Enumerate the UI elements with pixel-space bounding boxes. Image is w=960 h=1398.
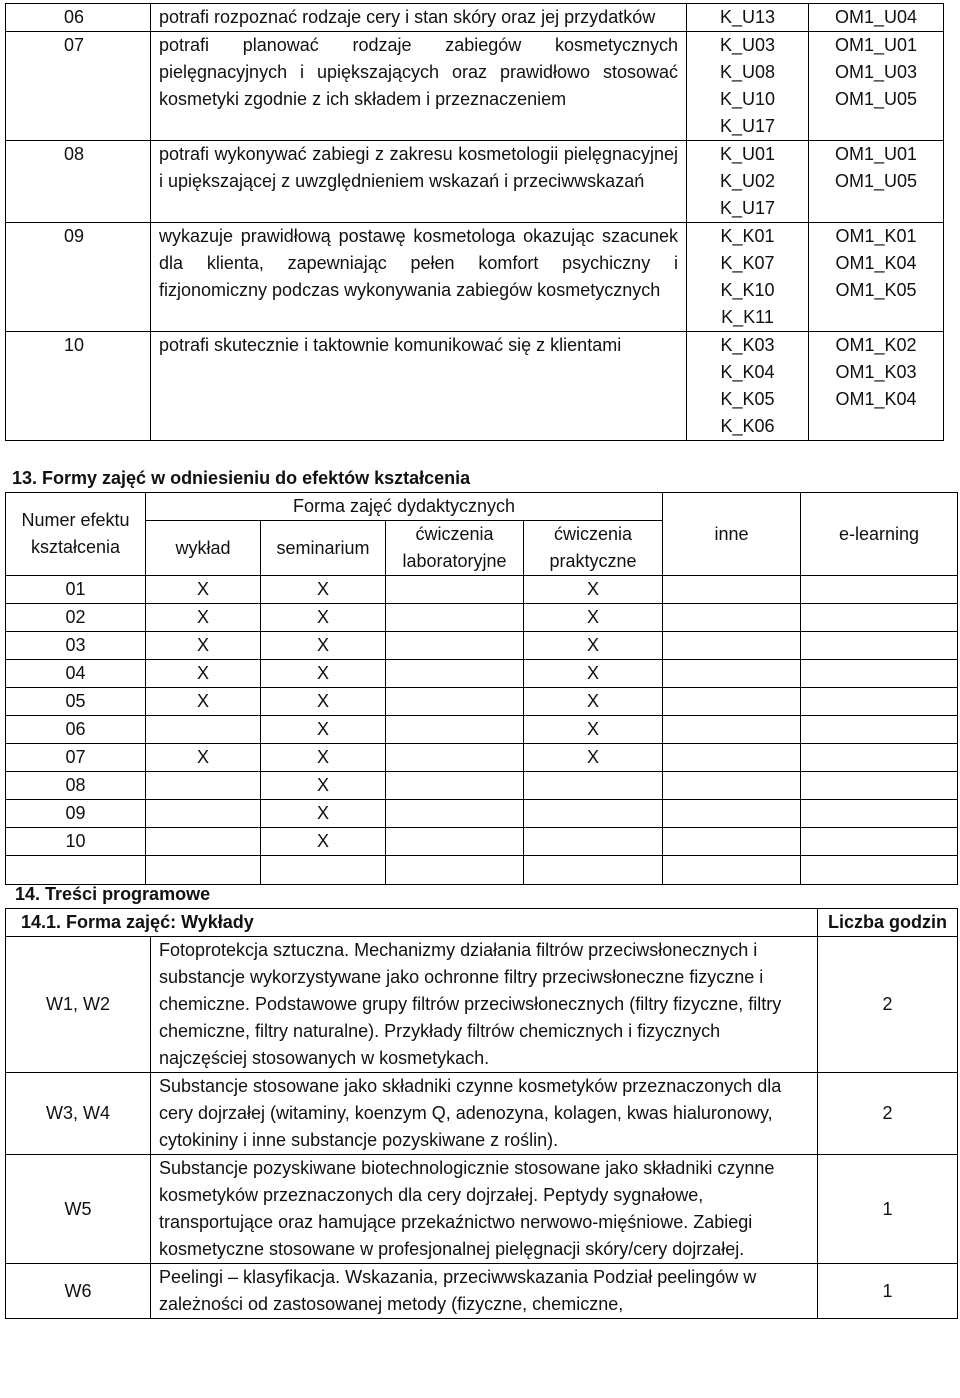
- blank-cell: [261, 856, 386, 885]
- mark-wyklad: X: [146, 688, 261, 716]
- outcome-k-codes: [687, 32, 809, 141]
- outcome-number: 03: [6, 632, 146, 660]
- mark-cw-lab: [386, 604, 524, 632]
- outcome-number: 04: [6, 660, 146, 688]
- mark-cw-lab: [386, 744, 524, 772]
- outcome-number: 10: [6, 332, 151, 441]
- lecture-topic: Peelingi – klasyfikacja. Wskazania, przeciwwskazania Podział peelingów w zależności od zastosowanej metody (fizyczne, chemiczne,: [151, 1264, 818, 1319]
- om-code: OM1_U01: [834, 144, 918, 164]
- om-code: OM1_U05: [834, 89, 918, 109]
- forms-of-classes-table: [5, 492, 958, 885]
- mark-e-learning: [801, 800, 958, 828]
- mark-inne: [663, 772, 801, 800]
- mark-cw-prakt: X: [524, 688, 663, 716]
- forms-row: [6, 716, 958, 744]
- mark-cw-lab: [386, 688, 524, 716]
- mark-e-learning: [801, 716, 958, 744]
- mark-wyklad: X: [146, 660, 261, 688]
- outcome-row: [6, 4, 944, 32]
- mark-inne: [663, 716, 801, 744]
- col-header-cw-prakt: ćwiczenia praktyczne: [524, 521, 663, 576]
- hours-header: Liczba godzin: [818, 909, 958, 937]
- k-code: K_K07: [720, 253, 775, 273]
- outcome-number: 02: [6, 604, 146, 632]
- mark-cw-prakt: [524, 828, 663, 856]
- outcome-number: 05: [6, 688, 146, 716]
- lecture-hours: 1: [818, 1264, 958, 1319]
- mark-seminarium: X: [261, 800, 386, 828]
- k-code: K_U10: [719, 89, 776, 109]
- mark-e-learning: [801, 604, 958, 632]
- mark-cw-prakt: X: [524, 660, 663, 688]
- blank-cell: [524, 856, 663, 885]
- lecture-code: W6: [6, 1264, 151, 1319]
- col-header-cw-lab: ćwiczenia laboratoryjne: [386, 521, 524, 576]
- mark-seminarium: X: [261, 828, 386, 856]
- k-code: K_U02: [719, 171, 776, 191]
- mark-wyklad: X: [146, 576, 261, 604]
- mark-inne: [663, 800, 801, 828]
- k-code: K_K10: [720, 280, 775, 300]
- mark-seminarium: X: [261, 632, 386, 660]
- k-code: K_U17: [719, 198, 776, 218]
- outcome-number: 08: [6, 772, 146, 800]
- mark-wyklad: X: [146, 744, 261, 772]
- outcome-k-codes: [687, 141, 809, 223]
- mark-inne: [663, 660, 801, 688]
- outcome-number: 08: [6, 141, 151, 223]
- lecture-code: W3, W4: [6, 1073, 151, 1155]
- col-header-seminarium: seminarium: [261, 521, 386, 576]
- blank-cell: [663, 856, 801, 885]
- mark-cw-prakt: [524, 800, 663, 828]
- mark-seminarium: X: [261, 576, 386, 604]
- k-code: K_K03: [720, 335, 775, 355]
- om-code: OM1_K05: [835, 280, 917, 300]
- col-header-inne: inne: [663, 493, 801, 576]
- lecture-row: [6, 937, 958, 1073]
- outcome-k-codes: [687, 332, 809, 441]
- mark-seminarium: X: [261, 744, 386, 772]
- mark-cw-prakt: X: [524, 716, 663, 744]
- mark-seminarium: X: [261, 716, 386, 744]
- om-code: OM1_K02: [835, 335, 917, 355]
- forms-row: [6, 688, 958, 716]
- col-forms-header: Forma zajęć dydaktycznych: [146, 493, 663, 521]
- mark-cw-prakt: X: [524, 604, 663, 632]
- om-code: OM1_K04: [835, 389, 917, 409]
- mark-wyklad: [146, 828, 261, 856]
- col-header-wyklad: wykład: [146, 521, 261, 576]
- outcome-description: potrafi planować rodzaje zabiegów kosmetycznych pielęgnacyjnych i upiększających oraz prawidłowo stosować kosmetyki zgodnie z ich składem i przeznaczeniem: [151, 32, 687, 141]
- mark-cw-prakt: [524, 772, 663, 800]
- mark-e-learning: [801, 828, 958, 856]
- mark-cw-prakt: X: [524, 632, 663, 660]
- om-code: OM1_U04: [834, 7, 918, 27]
- outcome-om-codes: [809, 141, 944, 223]
- outcome-number: 01: [6, 576, 146, 604]
- mark-cw-prakt: X: [524, 576, 663, 604]
- mark-cw-prakt: X: [524, 744, 663, 772]
- mark-seminarium: X: [261, 660, 386, 688]
- outcome-om-codes: [809, 332, 944, 441]
- lecture-row: [6, 1155, 958, 1264]
- blank-cell: [386, 856, 524, 885]
- k-code: K_U17: [719, 116, 776, 136]
- outcome-number: 07: [6, 32, 151, 141]
- outcome-number: 07: [6, 744, 146, 772]
- mark-e-learning: [801, 576, 958, 604]
- col-header-e-learning: e-learning: [801, 493, 958, 576]
- mark-inne: [663, 688, 801, 716]
- k-code: K_K06: [720, 416, 775, 436]
- mark-e-learning: [801, 772, 958, 800]
- forms-row: [6, 632, 958, 660]
- outcome-k-codes: [687, 4, 809, 32]
- outcome-row: [6, 223, 944, 332]
- k-code: K_U01: [719, 144, 776, 164]
- k-code: K_K11: [721, 307, 774, 327]
- om-code: OM1_K04: [835, 253, 917, 273]
- outcome-description: potrafi rozpoznać rodzaje cery i stan skóry oraz jej przydatków: [151, 4, 687, 32]
- outcome-k-codes: [687, 223, 809, 332]
- om-code: OM1_U05: [834, 171, 918, 191]
- k-code: K_U08: [719, 62, 776, 82]
- k-code: K_K01: [720, 226, 775, 246]
- outcome-row: [6, 332, 944, 441]
- mark-seminarium: X: [261, 688, 386, 716]
- mark-inne: [663, 744, 801, 772]
- mark-wyklad: [146, 800, 261, 828]
- mark-seminarium: X: [261, 604, 386, 632]
- forms-row: [6, 772, 958, 800]
- lecture-hours: 2: [818, 1073, 958, 1155]
- lecture-code: W1, W2: [6, 937, 151, 1073]
- mark-e-learning: [801, 632, 958, 660]
- mark-seminarium: X: [261, 772, 386, 800]
- mark-cw-lab: [386, 660, 524, 688]
- mark-cw-lab: [386, 632, 524, 660]
- forms-row: [6, 744, 958, 772]
- k-code: K_U13: [719, 7, 776, 27]
- outcome-row: [6, 141, 944, 223]
- mark-wyklad: [146, 716, 261, 744]
- om-code: OM1_U03: [834, 62, 918, 82]
- k-code: K_K04: [720, 362, 775, 382]
- learning-outcomes-table: [5, 3, 944, 441]
- blank-cell: [801, 856, 958, 885]
- om-code: OM1_K03: [835, 362, 917, 382]
- mark-inne: [663, 604, 801, 632]
- outcome-description: potrafi wykonywać zabiegi z zakresu kosmetologii pielęgnacyjnej i upiększającej z uwzględnieniem wskazań i przeciwwskazań: [151, 141, 687, 223]
- mark-cw-lab: [386, 772, 524, 800]
- outcome-row: [6, 32, 944, 141]
- forms-row: [6, 660, 958, 688]
- mark-inne: [663, 632, 801, 660]
- mark-e-learning: [801, 688, 958, 716]
- section-14-1-subtitle: 14.1. Forma zajęć: Wykłady: [6, 909, 818, 937]
- section-13-title: 13. Formy zajęć w odniesieniu do efektów kształcenia: [12, 468, 471, 488]
- outcome-om-codes: [809, 32, 944, 141]
- outcome-number: 10: [6, 828, 146, 856]
- om-code: OM1_U01: [834, 35, 918, 55]
- outcome-number: 06: [6, 716, 146, 744]
- outcome-om-codes: [809, 4, 944, 32]
- mark-cw-lab: [386, 828, 524, 856]
- forms-row: [6, 800, 958, 828]
- lecture-topic: Fotoprotekcja sztuczna. Mechanizmy działania filtrów przeciwsłonecznych i substancje wykorzystywane jako ochronne filtry przeciwsłoneczne fizyczne i chemiczne. Podstawowe grupy filtrów przeciwsłonecznych (filtry fizyczne, filtry chemiczne, filtry naturalne). Przykłady filtrów chemicznych i fizycznych najczęściej stosowanych w kosmetykach.: [151, 937, 818, 1073]
- outcome-number: 09: [6, 223, 151, 332]
- k-code: K_U03: [719, 35, 776, 55]
- mark-wyklad: [146, 772, 261, 800]
- outcome-number: 09: [6, 800, 146, 828]
- lecture-row: [6, 1264, 958, 1319]
- lectures-table: [5, 908, 958, 1319]
- section-14-title: 14. Treści programowe: [15, 884, 211, 904]
- mark-inne: [663, 576, 801, 604]
- outcome-number: 06: [6, 4, 151, 32]
- col-number-header: Numer efektu kształcenia: [6, 493, 146, 576]
- mark-e-learning: [801, 660, 958, 688]
- mark-e-learning: [801, 744, 958, 772]
- mark-cw-lab: [386, 716, 524, 744]
- mark-wyklad: X: [146, 632, 261, 660]
- mark-cw-lab: [386, 576, 524, 604]
- mark-wyklad: X: [146, 604, 261, 632]
- outcome-description: potrafi skutecznie i taktownie komunikować się z klientami: [151, 332, 687, 441]
- lecture-row: [6, 1073, 958, 1155]
- forms-row: [6, 604, 958, 632]
- lecture-hours: 1: [818, 1155, 958, 1264]
- lecture-code: W5: [6, 1155, 151, 1264]
- mark-inne: [663, 828, 801, 856]
- forms-row: [6, 828, 958, 856]
- outcome-description: wykazuje prawidłową postawę kosmetologa okazując szacunek dla klienta, zapewniając pełen komfort psychiczny i fizjonomiczny podczas wykonywania zabiegów kosmetycznych: [151, 223, 687, 332]
- mark-cw-lab: [386, 800, 524, 828]
- lecture-hours: 2: [818, 937, 958, 1073]
- forms-row: [6, 576, 958, 604]
- k-code: K_K05: [720, 389, 775, 409]
- lecture-topic: Substancje pozyskiwane biotechnologicznie stosowane jako składniki czynne kosmetyków przeznaczonych dla cery dojrzałej. Peptydy sygnałowe, transportujące oraz hamujące przekaźnictwo nerwowo-mięśniowe. Zabiegi kosmetyczne stosowane w profesjonalnej pielęgnacji skóry/cery dojrzałej.: [151, 1155, 818, 1264]
- outcome-om-codes: [809, 223, 944, 332]
- om-code: OM1_K01: [835, 226, 917, 246]
- lecture-topic: Substancje stosowane jako składniki czynne kosmetyków przeznaczonych dla cery dojrzałej (witaminy, koenzym Q, adenozyna, kolagen, kwas hialuronowy, cytokininy i inne substancje pozyskiwane z roślin).: [151, 1073, 818, 1155]
